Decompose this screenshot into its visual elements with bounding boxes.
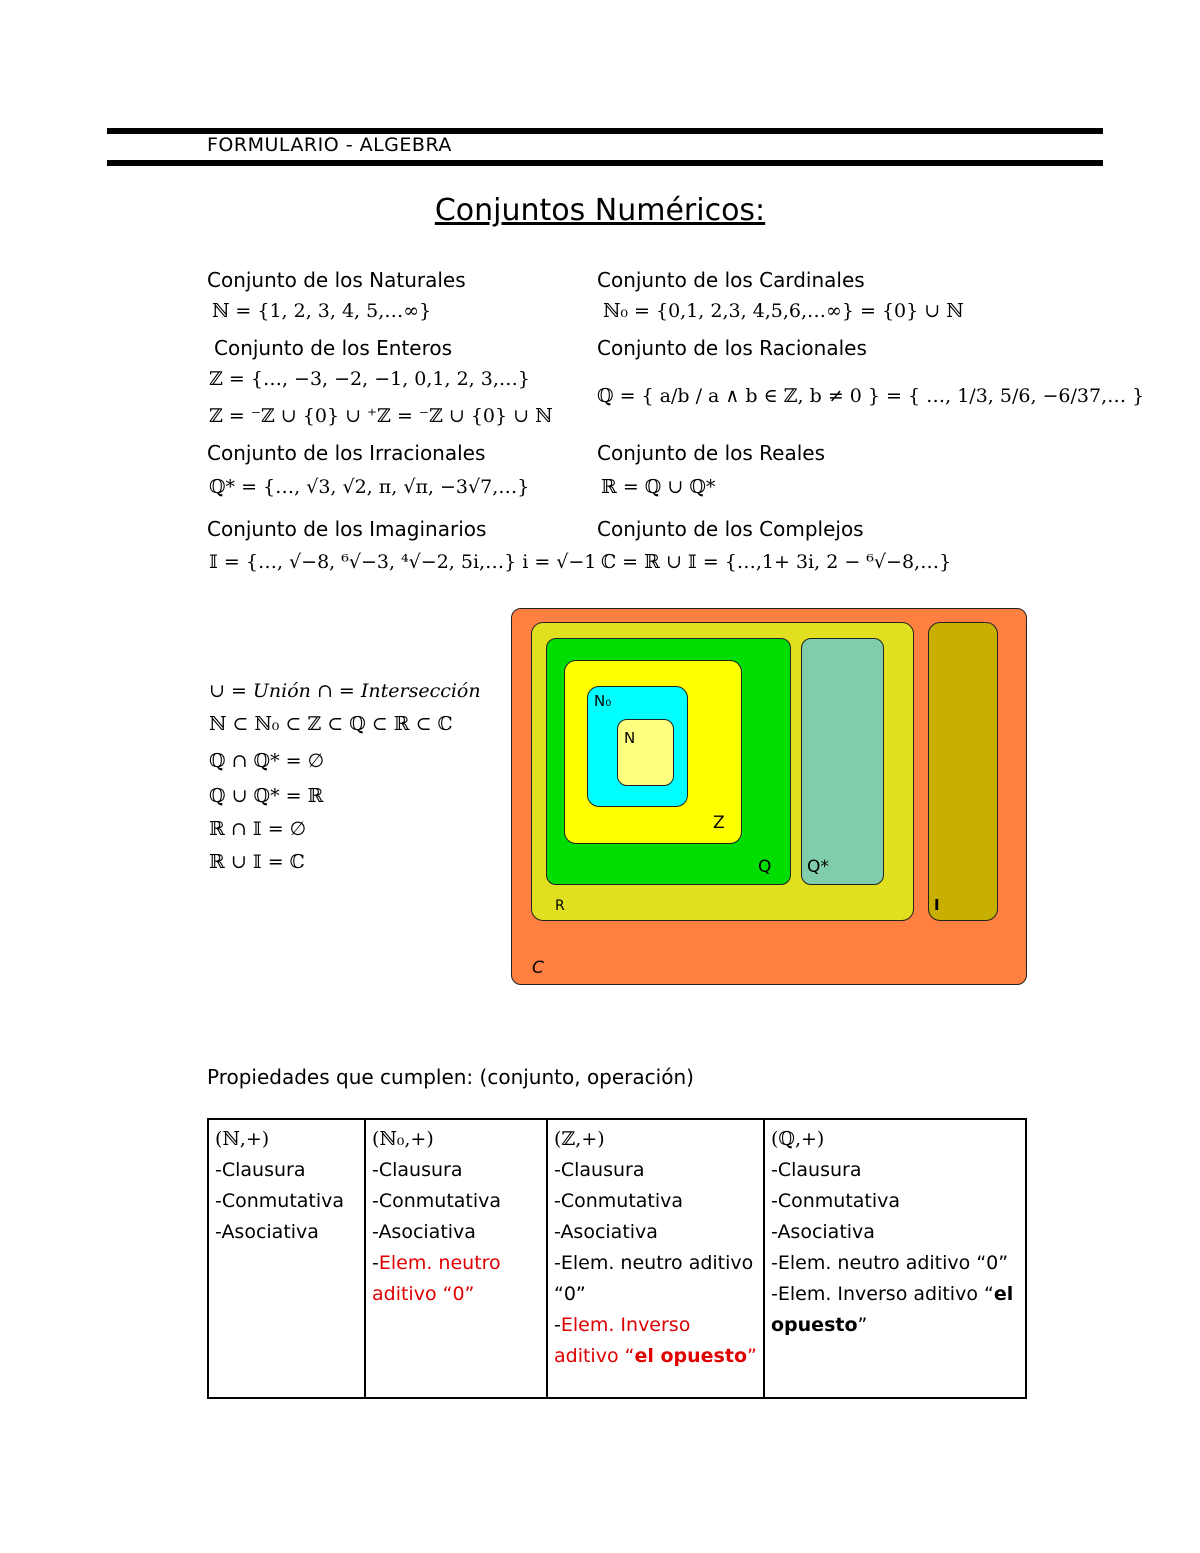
highlight-text: Elem. Inverso aditivo “ (554, 1314, 691, 1367)
complejos-title: Conjunto de los Complejos (597, 517, 864, 541)
relation-q-intersect-qstar: ℚ ∩ ℚ* = ∅ (209, 750, 325, 772)
table-cell-n (208, 1119, 365, 1398)
item-end: ” (857, 1314, 868, 1336)
highlight-end: ” (747, 1345, 757, 1367)
relation-q-union-qstar: ℚ ∪ ℚ* = ℝ (209, 785, 324, 807)
list-item: -Asociativa (215, 1221, 319, 1243)
list-item: -Conmutativa (372, 1190, 502, 1212)
cardinales-title: Conjunto de los Cardinales (597, 268, 865, 292)
list-item (554, 1310, 757, 1372)
item-text: -Elem. Inverso aditivo “ (771, 1283, 994, 1305)
set-i-region (928, 622, 998, 921)
list-item: -Asociativa (554, 1221, 658, 1243)
list-item: -Clausura (215, 1159, 306, 1181)
cell-head-q: (ℚ,+) (771, 1128, 825, 1150)
page-title: Conjuntos Numéricos: (434, 193, 766, 228)
list-item: -Asociativa (771, 1221, 875, 1243)
list-item: -Elem. neutro aditivo “0” (554, 1252, 754, 1305)
relation-inclusion: ℕ ⊂ ℕ₀ ⊂ ℤ ⊂ ℚ ⊂ ℝ ⊂ ℂ (209, 713, 453, 735)
set-n-label: N (624, 729, 636, 747)
table-cell-q (764, 1119, 1026, 1398)
reales-formula: ℝ = ℚ ∪ ℚ* (601, 476, 716, 498)
table-cell-n0 (365, 1119, 547, 1398)
highlight-bold: el opuesto (634, 1345, 747, 1367)
naturales-title: Conjunto de los Naturales (207, 268, 466, 292)
set-qstar-region (801, 638, 884, 885)
cardinales-formula: ℕ₀ = {0,1, 2,3, 4,5,6,…∞} = {0} ∪ ℕ (603, 300, 964, 322)
irracionales-formula: ℚ* = {…, √3, √2, π, √π, −3√7,…} (209, 476, 530, 498)
list-item: -Clausura (372, 1159, 463, 1181)
racionales-title: Conjunto de los Racionales (597, 336, 867, 360)
properties-table (207, 1118, 1027, 1399)
list-item: -Clausura (771, 1159, 862, 1181)
imaginarios-title: Conjunto de los Imaginarios (207, 517, 487, 541)
list-item (771, 1279, 1019, 1341)
cell-head-z: (ℤ,+) (554, 1128, 605, 1150)
relation-r-intersect-i: ℝ ∩ 𝕀 = ∅ (209, 818, 307, 840)
naturales-formula: ℕ = {1, 2, 3, 4, 5,…∞} (212, 300, 432, 322)
list-item: -Conmutativa (554, 1190, 684, 1212)
list-item (372, 1248, 540, 1310)
set-c-label: C (532, 958, 544, 978)
table-cell-z (547, 1119, 764, 1398)
header-title: FORMULARIO - ALGEBRA (207, 134, 452, 156)
cell-head-n: (ℕ,+) (215, 1128, 270, 1150)
item-prefix: - (372, 1252, 379, 1274)
reales-title: Conjunto de los Reales (597, 441, 825, 465)
list-item: -Asociativa (372, 1221, 476, 1243)
header-bottom-rule (107, 160, 1103, 166)
set-i-label: I (934, 896, 940, 914)
properties-title: Propiedades que cumplen: (conjunto, operación) (207, 1065, 694, 1089)
relations-legend: ∪ = Unión ∩ = Intersección (209, 680, 481, 702)
list-item: -Conmutativa (771, 1190, 901, 1212)
set-q-label: Q (758, 857, 772, 877)
relation-r-union-i: ℝ ∪ 𝕀 = ℂ (209, 851, 305, 873)
table-row (208, 1119, 1026, 1398)
imaginarios-formula: 𝕀 = {…, √−8, ⁶√−3, ⁴√−2, 5i,…} i = √−1 (209, 551, 597, 573)
cell-head-n0: (ℕ₀,+) (372, 1128, 434, 1150)
irracionales-title: Conjunto de los Irracionales (207, 441, 486, 465)
enteros-formula-2: ℤ = ⁻ℤ ∪ {0} ∪ ⁺ℤ = ⁻ℤ ∪ {0} ∪ ℕ (209, 405, 553, 427)
set-n0-label: N₀ (594, 692, 612, 710)
list-item: -Conmutativa (215, 1190, 345, 1212)
item-prefix: - (554, 1314, 561, 1336)
highlight-text: Elem. neutro aditivo “0” (372, 1252, 501, 1305)
set-r-label: R (555, 898, 565, 914)
list-item: -Elem. neutro aditivo “0” (771, 1252, 1009, 1274)
list-item: -Clausura (554, 1159, 645, 1181)
set-z-label: Z (713, 813, 725, 833)
complejos-formula: ℂ = ℝ ∪ 𝕀 = {…,1+ 3i, 2 − ⁶√−8,…} (601, 551, 952, 573)
enteros-formula-1: ℤ = {…, −3, −2, −1, 0,1, 2, 3,…} (209, 368, 530, 390)
enteros-title: Conjunto de los Enteros (214, 336, 453, 360)
set-qstar-label: Q* (807, 857, 829, 877)
item-bold: el opuesto (771, 1283, 1014, 1336)
racionales-formula: ℚ = { a/b / a ∧ b ∈ ℤ, b ≠ 0 } = { …, 1/3, 5/6, −6/37,… } (597, 385, 1145, 407)
